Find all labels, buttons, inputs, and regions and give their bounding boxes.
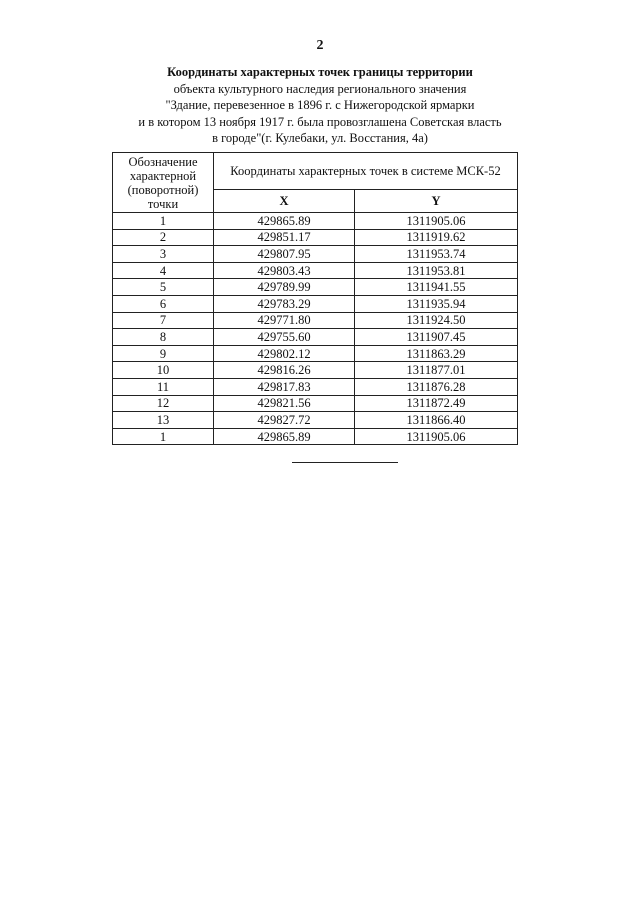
point-cell: 9 bbox=[113, 345, 214, 362]
y-cell: 1311953.81 bbox=[355, 262, 518, 279]
point-cell: 13 bbox=[113, 412, 214, 429]
x-cell: 429803.43 bbox=[214, 262, 355, 279]
y-cell: 1311877.01 bbox=[355, 362, 518, 379]
x-cell: 429807.95 bbox=[214, 246, 355, 263]
heading-line-2: объекта культурного наследия регионального значения bbox=[173, 81, 467, 96]
point-cell: 3 bbox=[113, 246, 214, 263]
heading-line-4: и в котором 13 ноября 1917 г. была провозглашена Советская власть bbox=[138, 114, 502, 129]
y-cell: 1311876.28 bbox=[355, 378, 518, 395]
y-cell: 1311866.40 bbox=[355, 412, 518, 429]
x-cell: 429802.12 bbox=[214, 345, 355, 362]
y-cell: 1311953.74 bbox=[355, 246, 518, 263]
y-cell: 1311872.49 bbox=[355, 395, 518, 412]
heading-line-3: "Здание, перевезенное в 1896 г. с Нижегородской ярмарки bbox=[165, 98, 475, 112]
x-cell: 429865.89 bbox=[214, 428, 355, 445]
x-cell: 429816.26 bbox=[214, 362, 355, 379]
y-cell: 1311905.06 bbox=[355, 428, 518, 445]
document-heading bbox=[100, 64, 540, 147]
coordinate-system-header: Координаты характерных точек в системе МСК-52 bbox=[214, 153, 518, 190]
x-column-header: X bbox=[214, 190, 355, 213]
y-column-header: Y bbox=[355, 190, 518, 213]
coordinates-table-body bbox=[113, 213, 518, 445]
table-row bbox=[113, 428, 518, 445]
x-cell: 429789.99 bbox=[214, 279, 355, 296]
x-cell: 429865.89 bbox=[214, 213, 355, 230]
heading-title: Координаты характерных точек границы территории bbox=[167, 65, 473, 79]
table-row bbox=[113, 329, 518, 346]
x-cell: 429817.83 bbox=[214, 378, 355, 395]
end-divider bbox=[292, 462, 398, 463]
coordinates-table bbox=[112, 152, 518, 445]
x-cell: 429755.60 bbox=[214, 329, 355, 346]
y-cell: 1311863.29 bbox=[355, 345, 518, 362]
point-cell: 4 bbox=[113, 262, 214, 279]
x-cell: 429827.72 bbox=[214, 412, 355, 429]
point-cell: 2 bbox=[113, 229, 214, 246]
table-row bbox=[113, 412, 518, 429]
point-column-header: Обозначение характерной (поворотной) точки bbox=[113, 153, 214, 213]
y-cell: 1311919.62 bbox=[355, 229, 518, 246]
x-cell: 429821.56 bbox=[214, 395, 355, 412]
table-row bbox=[113, 295, 518, 312]
heading-line-5: в городе"(г. Кулебаки, ул. Восстания, 4а) bbox=[212, 131, 428, 145]
point-cell: 8 bbox=[113, 329, 214, 346]
table-row bbox=[113, 246, 518, 263]
table-row bbox=[113, 312, 518, 329]
x-cell: 429851.17 bbox=[214, 229, 355, 246]
y-cell: 1311905.06 bbox=[355, 213, 518, 230]
table-row bbox=[113, 378, 518, 395]
y-cell: 1311941.55 bbox=[355, 279, 518, 296]
table-row bbox=[113, 395, 518, 412]
table-row bbox=[113, 213, 518, 230]
point-cell: 7 bbox=[113, 312, 214, 329]
point-cell: 11 bbox=[113, 378, 214, 395]
table-row bbox=[113, 279, 518, 296]
table-row bbox=[113, 362, 518, 379]
y-cell: 1311935.94 bbox=[355, 295, 518, 312]
point-cell: 1 bbox=[113, 213, 214, 230]
y-cell: 1311907.45 bbox=[355, 329, 518, 346]
point-cell: 5 bbox=[113, 279, 214, 296]
point-cell: 12 bbox=[113, 395, 214, 412]
point-cell: 10 bbox=[113, 362, 214, 379]
x-cell: 429783.29 bbox=[214, 295, 355, 312]
page-number: 2 bbox=[316, 38, 324, 53]
point-cell: 6 bbox=[113, 295, 214, 312]
point-cell: 1 bbox=[113, 428, 214, 445]
table-row bbox=[113, 229, 518, 246]
x-cell: 429771.80 bbox=[214, 312, 355, 329]
y-cell: 1311924.50 bbox=[355, 312, 518, 329]
table-row bbox=[113, 262, 518, 279]
table-row bbox=[113, 345, 518, 362]
